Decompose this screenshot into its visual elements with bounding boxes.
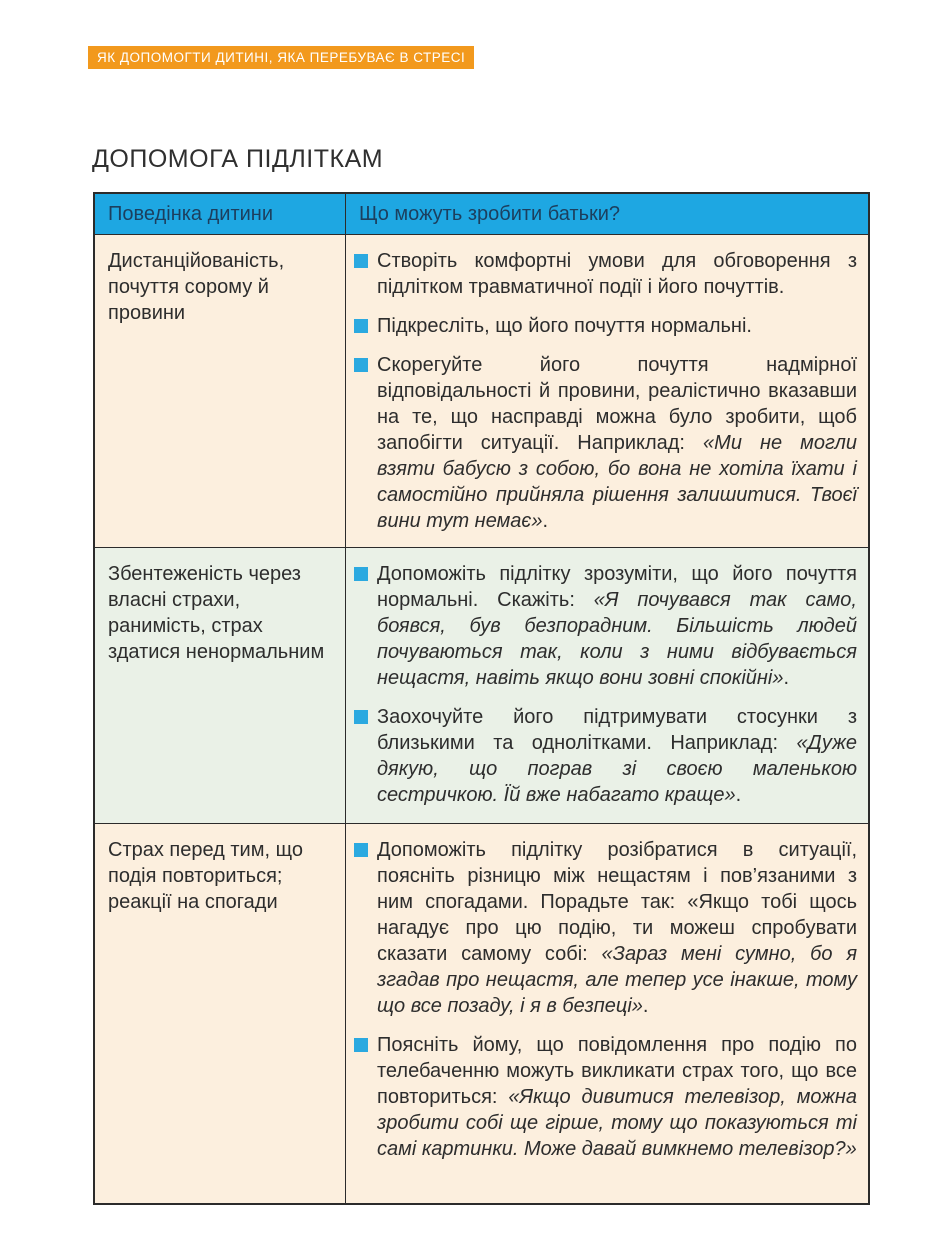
bullet-text [377, 704, 857, 808]
advice-table [93, 192, 870, 1205]
bullet-text [377, 1032, 857, 1162]
bullet-item [354, 352, 857, 534]
bullet-text [377, 313, 857, 339]
bullet-text [377, 248, 857, 300]
behavior-cell [94, 548, 346, 824]
text-run: Створіть комфортні умови для обговорення з підлітком травматичної події і його почуттів. [377, 250, 857, 298]
text-run: . [542, 510, 549, 532]
text-run: Скорегуйте його почуття надмірної відповідальності й провини, реалістично вказавши на те, що насправді можна було зробити, щоб запобігти ситуації. Наприклад: [377, 354, 857, 454]
text-run: Допоможіть підлітку розібратися в ситуації, поясніть різницю між нещастям і пов’язаними з ним спогадами. Порадьте так: «Якщо тобі щось нагадує про цю подію, ти можеш спробувати сказати самому собі: [377, 839, 857, 965]
quoted-speech: «Дуже дякую, що пограв зі своєю маленькою сестричкою. Їй вже набагато краще» [377, 732, 857, 806]
bullet-square-icon [354, 254, 368, 268]
text-run: . [642, 995, 649, 1017]
text-run: Допоможіть підлітку зрозуміти, що його почуття нормальні. Скажіть: [377, 563, 857, 611]
behavior-cell [94, 824, 346, 1205]
table-row [94, 235, 869, 548]
running-header-badge: ЯК ДОПОМОГТИ ДИТИНІ, ЯКА ПЕРЕБУВАЄ В СТРЕСІ [88, 46, 474, 69]
table-row [94, 548, 869, 824]
quoted-speech: «Я почувався так само, боявся, був безпорадним. Більшість людей почуваються так, коли з ними відбувається нещастя, навіть якщо вони зовні спокійні» [377, 589, 857, 689]
quoted-speech: «Якщо дивитися телевізор, можна зробити собі ще гірше, тому що показуються ті самі картинки. Може давай вимкнемо телевізор?» [377, 1086, 857, 1160]
quoted-speech: «Ми не могли взяти бабусю з собою, бо вона не хотіла їхати і самостійно прийняла рішення залишитися. Твоєї вини тут немає» [377, 432, 858, 532]
text-run: . [783, 667, 790, 689]
bullet-square-icon [354, 319, 368, 333]
bullet-square-icon [354, 567, 368, 581]
bullet-item [354, 704, 857, 808]
text-run: Заохочуйте його підтримувати стосунки з близькими та однолітками. Наприклад: [377, 706, 857, 754]
bullet-item [354, 837, 857, 1019]
bullet-square-icon [354, 710, 368, 724]
bullet-text [377, 352, 857, 534]
advice-cell [346, 824, 870, 1205]
header-row [94, 193, 869, 235]
text-run: . [735, 784, 742, 806]
text-run: Поясніть йому, що повідомлення про подію по телебаченню можуть викликати страх того, що все повториться: [377, 1034, 857, 1108]
column-header-parents: Що можуть зробити батьки? [346, 193, 870, 235]
behavior-text: Збентеженість через власні страхи, ранимість, страх здатися ненормальним [108, 563, 325, 663]
bullet-text [377, 837, 857, 1019]
bullet-item [354, 561, 857, 691]
table-header [94, 193, 869, 235]
bullet-item [354, 313, 857, 339]
advice-cell [346, 548, 870, 824]
text-run: Підкресліть, що його почуття нормальні. [377, 315, 752, 337]
bullet-square-icon [354, 1038, 368, 1052]
bullet-text [377, 561, 857, 691]
page-title: ДОПОМОГА ПІДЛІТКАМ [92, 145, 384, 173]
table-row [94, 824, 869, 1205]
quoted-speech: «Зараз мені сумно, бо я згадав про нещастя, але тепер усе інакше, тому що все позаду, і я в безпеці» [377, 943, 857, 1017]
behavior-text: Страх перед тим, що подія повториться; реакції на спогади [108, 839, 303, 913]
behavior-text: Дистанційованість, почуття сорому й провини [108, 250, 285, 324]
column-header-behavior: Поведінка дитини [94, 193, 346, 235]
bullet-square-icon [354, 358, 368, 372]
bullet-item [354, 248, 857, 300]
behavior-cell [94, 235, 346, 548]
bullet-item [354, 1032, 857, 1162]
table-body [94, 235, 869, 1205]
bullet-square-icon [354, 843, 368, 857]
advice-cell [346, 235, 870, 548]
